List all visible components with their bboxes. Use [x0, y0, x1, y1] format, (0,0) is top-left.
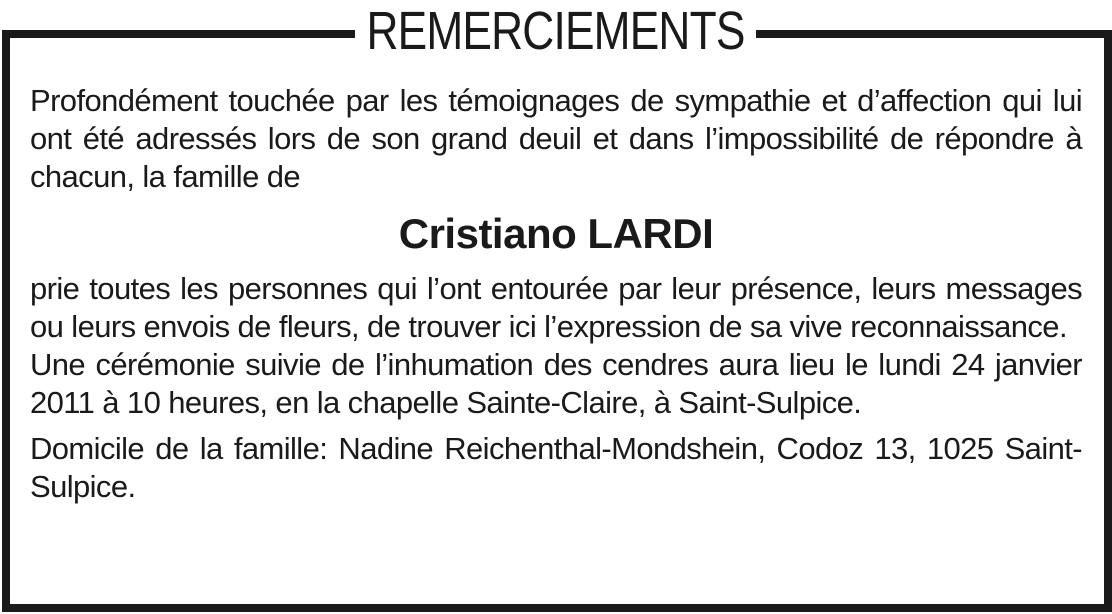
deceased-name: Cristiano LARDI	[398, 210, 714, 257]
domicile-paragraph: Domicile de la famille: Nadine Reichenthal-Mondshein, Codoz 13, 1025 Saint-Sulpice.	[30, 431, 1082, 504]
notice-body	[30, 82, 1082, 506]
notice-heading: REMERCIEMENTS	[355, 0, 756, 62]
intro-paragraph: Profondément touchée par les témoignages de sympathie et d’affection qui lui ont été adressés lors de son grand deuil et dans l’impossibilité de répondre à chacun, la famille de	[30, 83, 1082, 194]
heading-container	[0, 0, 1112, 62]
thanks-paragraph: prie toutes les personnes qui l’ont entourée par leur présence, leurs messages ou leurs envois de fleurs, de trouver ici l’expression de sa vive reconnaissance.	[30, 271, 1082, 344]
ceremony-paragraph: Une cérémonie suivie de l’inhumation des cendres aura lieu le lundi 24 janvier 2011 à 10 heures, en la chapelle Sainte-Claire, à Saint-Sulpice.	[30, 347, 1082, 420]
